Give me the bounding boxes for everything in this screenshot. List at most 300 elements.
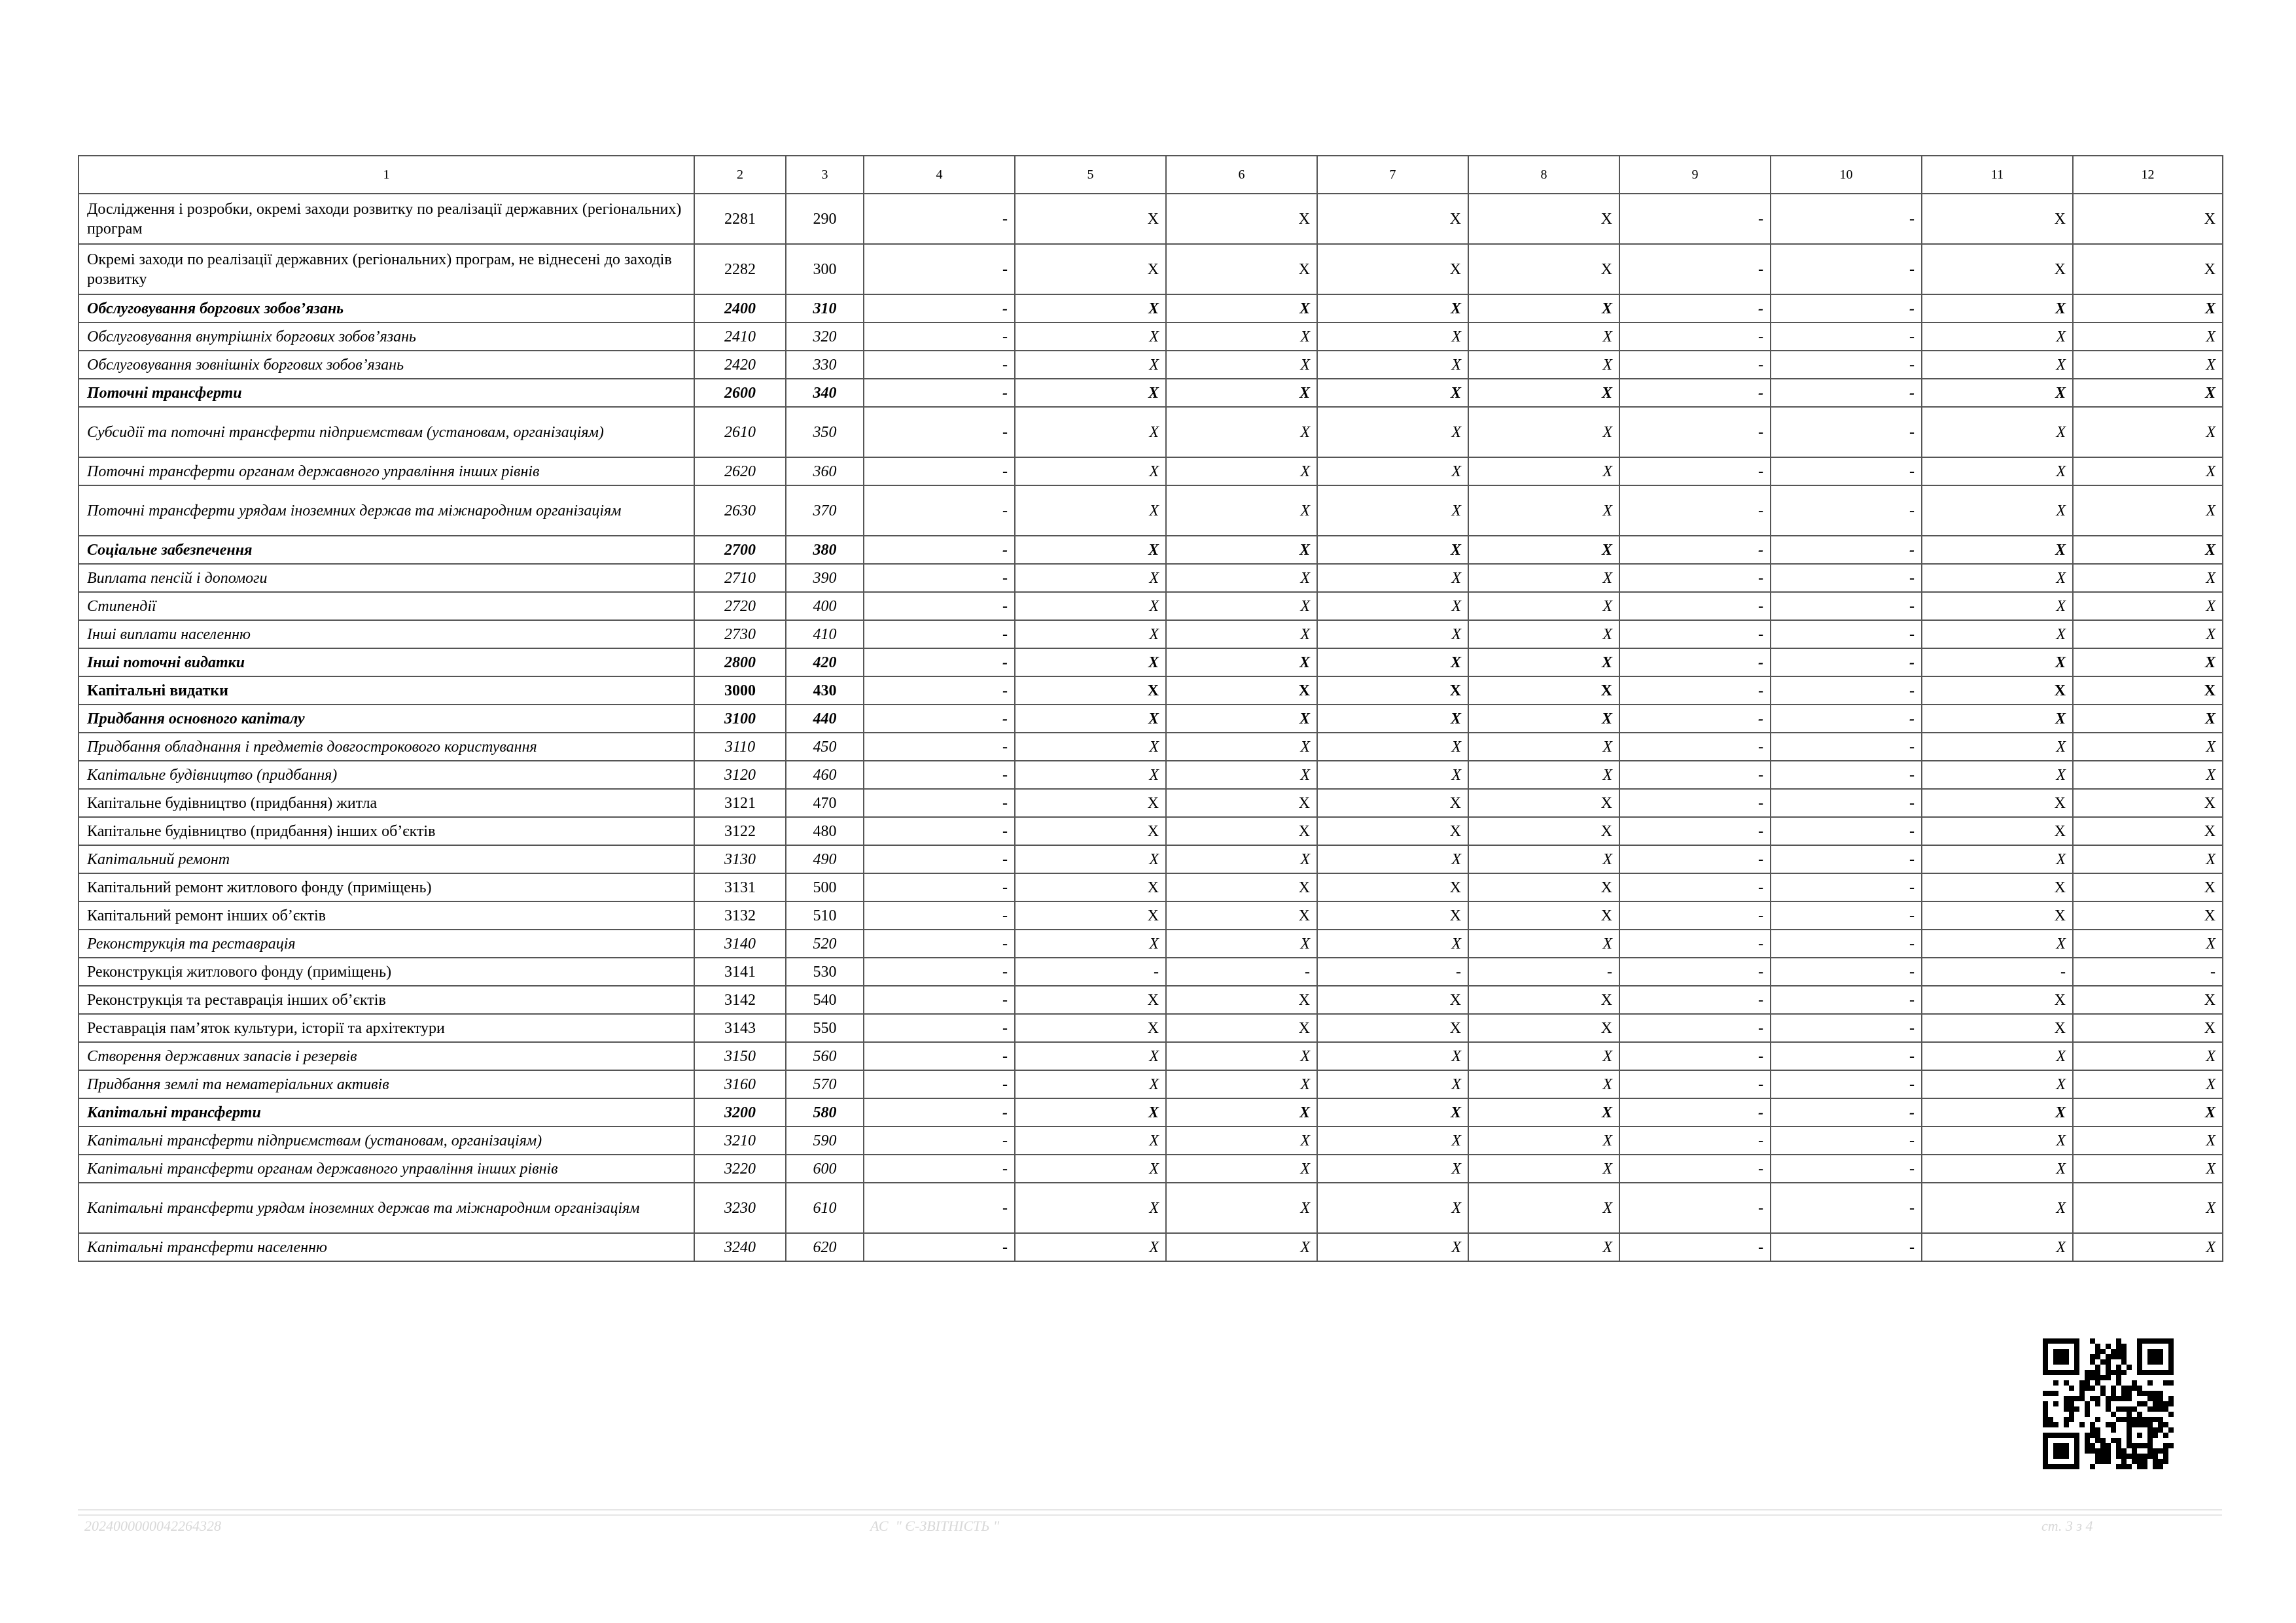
row-value-cell: X: [1317, 407, 1468, 457]
row-value-cell: X: [2073, 930, 2223, 958]
column-header: 4: [864, 156, 1015, 194]
row-value-cell: -: [1619, 323, 1771, 351]
row-line-cell: 300: [786, 244, 864, 294]
row-value-cell: -: [1619, 845, 1771, 873]
row-value-cell: X: [1468, 485, 1619, 536]
row-value-cell: X: [1166, 564, 1317, 592]
row-name-cell: Реставрація пам’яток культури, історії та архітектури: [79, 1014, 694, 1042]
row-line-cell: 610: [786, 1183, 864, 1233]
row-code-cell: 2600: [694, 379, 786, 407]
row-value-cell: -: [1619, 244, 1771, 294]
row-name-cell: Стипендії: [79, 592, 694, 620]
row-value-cell: X: [1166, 1126, 1317, 1155]
row-value-cell: X: [1015, 1233, 1166, 1261]
row-value-cell: -: [1771, 323, 1922, 351]
row-value-cell: -: [1015, 958, 1166, 986]
row-value-cell: -: [1619, 1126, 1771, 1155]
row-line-cell: 330: [786, 351, 864, 379]
row-value-cell: X: [1317, 1070, 1468, 1098]
row-value-cell: X: [1468, 901, 1619, 930]
row-value-cell: X: [1468, 407, 1619, 457]
row-value-cell: -: [1619, 1155, 1771, 1183]
row-name-cell: Капітальні трансферти підприємствам (установам, організаціям): [79, 1126, 694, 1155]
column-header: 8: [1468, 156, 1619, 194]
row-value-cell: -: [864, 323, 1015, 351]
row-line-cell: 440: [786, 705, 864, 733]
row-value-cell: -: [1771, 930, 1922, 958]
row-name-cell: Створення державних запасів і резервів: [79, 1042, 694, 1070]
row-value-cell: X: [2073, 244, 2223, 294]
row-value-cell: -: [1771, 407, 1922, 457]
row-value-cell: X: [1015, 485, 1166, 536]
row-value-cell: -: [1619, 901, 1771, 930]
row-line-cell: 460: [786, 761, 864, 789]
row-line-cell: 400: [786, 592, 864, 620]
row-value-cell: X: [1468, 1070, 1619, 1098]
row-value-cell: -: [1619, 761, 1771, 789]
row-value-cell: X: [1922, 705, 2073, 733]
row-value-cell: -: [1771, 536, 1922, 564]
row-value-cell: X: [1317, 564, 1468, 592]
table-row: [79, 1233, 2223, 1261]
row-line-cell: 360: [786, 457, 864, 485]
row-value-cell: -: [864, 294, 1015, 323]
row-value-cell: X: [1015, 901, 1166, 930]
row-code-cell: 2281: [694, 194, 786, 244]
row-value-cell: X: [1468, 845, 1619, 873]
row-value-cell: -: [1619, 789, 1771, 817]
row-value-cell: X: [1317, 1155, 1468, 1183]
row-value-cell: X: [1317, 1183, 1468, 1233]
row-value-cell: -: [1619, 817, 1771, 845]
row-value-cell: X: [1015, 592, 1166, 620]
row-value-cell: -: [864, 620, 1015, 648]
qr-code-icon: [2043, 1338, 2174, 1469]
row-value-cell: X: [2073, 817, 2223, 845]
row-value-cell: X: [1015, 1155, 1166, 1183]
column-header: 9: [1619, 156, 1771, 194]
row-value-cell: X: [1922, 733, 2073, 761]
row-value-cell: X: [2073, 1183, 2223, 1233]
row-line-cell: 600: [786, 1155, 864, 1183]
row-value-cell: -: [1619, 958, 1771, 986]
row-value-cell: X: [1922, 379, 2073, 407]
row-name-cell: Поточні трансферти: [79, 379, 694, 407]
row-value-cell: -: [864, 761, 1015, 789]
footer-divider: [78, 1509, 2222, 1510]
table-row: [79, 817, 2223, 845]
row-value-cell: -: [864, 351, 1015, 379]
row-code-cell: 3000: [694, 676, 786, 705]
row-value-cell: X: [2073, 564, 2223, 592]
row-value-cell: -: [864, 1155, 1015, 1183]
column-header: 3: [786, 156, 864, 194]
row-value-cell: -: [1619, 351, 1771, 379]
row-value-cell: X: [1015, 379, 1166, 407]
row-value-cell: X: [1922, 873, 2073, 901]
row-value-cell: -: [1771, 1183, 1922, 1233]
row-value-cell: X: [1468, 1014, 1619, 1042]
row-code-cell: 2730: [694, 620, 786, 648]
row-code-cell: 2620: [694, 457, 786, 485]
table-row: [79, 845, 2223, 873]
row-name-cell: Придбання основного капіталу: [79, 705, 694, 733]
row-value-cell: X: [1015, 761, 1166, 789]
table-row: [79, 1070, 2223, 1098]
row-value-cell: -: [2073, 958, 2223, 986]
row-value-cell: -: [1771, 457, 1922, 485]
row-value-cell: X: [1166, 1233, 1317, 1261]
row-value-cell: -: [1771, 294, 1922, 323]
row-value-cell: -: [864, 1183, 1015, 1233]
row-line-cell: 480: [786, 817, 864, 845]
table-row: [79, 457, 2223, 485]
row-value-cell: X: [1922, 930, 2073, 958]
row-value-cell: X: [1015, 733, 1166, 761]
row-value-cell: -: [864, 407, 1015, 457]
row-value-cell: X: [1015, 1183, 1166, 1233]
row-value-cell: X: [1468, 1042, 1619, 1070]
row-value-cell: X: [1015, 620, 1166, 648]
row-name-cell: Капітальні трансферти населенню: [79, 1233, 694, 1261]
table-row: [79, 1183, 2223, 1233]
row-name-cell: Придбання землі та нематеріальних активів: [79, 1070, 694, 1098]
row-value-cell: X: [1922, 817, 2073, 845]
row-code-cell: 3121: [694, 789, 786, 817]
row-value-cell: -: [864, 1098, 1015, 1126]
column-header: 11: [1922, 156, 2073, 194]
report-table: [78, 155, 2223, 1262]
row-name-cell: Інші поточні видатки: [79, 648, 694, 676]
row-name-cell: Капітальні трансферти: [79, 1098, 694, 1126]
table-row: [79, 1014, 2223, 1042]
row-value-cell: -: [1619, 930, 1771, 958]
row-value-cell: X: [1015, 789, 1166, 817]
row-value-cell: -: [864, 1042, 1015, 1070]
row-value-cell: -: [1771, 1070, 1922, 1098]
column-header: 7: [1317, 156, 1468, 194]
row-value-cell: X: [1166, 536, 1317, 564]
row-value-cell: X: [1468, 705, 1619, 733]
footer-page-number: ст. 3 з 4: [2041, 1518, 2093, 1534]
row-value-cell: X: [1015, 244, 1166, 294]
row-code-cell: 3130: [694, 845, 786, 873]
row-value-cell: X: [1922, 1126, 2073, 1155]
row-value-cell: X: [1317, 648, 1468, 676]
row-value-cell: X: [2073, 901, 2223, 930]
row-value-cell: X: [1166, 457, 1317, 485]
row-value-cell: X: [1468, 1233, 1619, 1261]
row-code-cell: 3141: [694, 958, 786, 986]
row-value-cell: X: [1317, 379, 1468, 407]
row-value-cell: X: [1015, 930, 1166, 958]
row-value-cell: X: [1015, 648, 1166, 676]
row-value-cell: X: [1922, 1183, 2073, 1233]
table-row: [79, 1042, 2223, 1070]
row-value-cell: -: [864, 648, 1015, 676]
row-value-cell: -: [1771, 817, 1922, 845]
row-value-cell: X: [1166, 379, 1317, 407]
row-value-cell: X: [2073, 845, 2223, 873]
row-value-cell: X: [1317, 323, 1468, 351]
row-value-cell: X: [1166, 485, 1317, 536]
row-line-cell: 470: [786, 789, 864, 817]
row-code-cell: 3143: [694, 1014, 786, 1042]
row-value-cell: X: [1922, 592, 2073, 620]
row-code-cell: 3210: [694, 1126, 786, 1155]
row-value-cell: X: [1468, 323, 1619, 351]
table-row: [79, 620, 2223, 648]
row-value-cell: X: [1015, 564, 1166, 592]
row-value-cell: -: [1771, 958, 1922, 986]
row-line-cell: 310: [786, 294, 864, 323]
row-line-cell: 370: [786, 485, 864, 536]
row-value-cell: X: [1166, 901, 1317, 930]
table-row: [79, 761, 2223, 789]
row-code-cell: 3240: [694, 1233, 786, 1261]
row-code-cell: 3110: [694, 733, 786, 761]
row-value-cell: X: [1922, 294, 2073, 323]
row-value-cell: X: [1317, 789, 1468, 817]
row-value-cell: X: [1317, 733, 1468, 761]
row-value-cell: X: [1317, 294, 1468, 323]
table-row: [79, 648, 2223, 676]
row-value-cell: -: [1771, 789, 1922, 817]
row-code-cell: 3160: [694, 1070, 786, 1098]
row-value-cell: X: [1468, 1098, 1619, 1126]
row-value-cell: X: [1317, 194, 1468, 244]
row-value-cell: -: [864, 789, 1015, 817]
row-value-cell: X: [1468, 676, 1619, 705]
row-line-cell: 340: [786, 379, 864, 407]
table-row: [79, 407, 2223, 457]
row-name-cell: Обслуговування зовнішніх боргових зобов’язань: [79, 351, 694, 379]
row-value-cell: X: [1015, 536, 1166, 564]
row-line-cell: 570: [786, 1070, 864, 1098]
row-value-cell: -: [864, 194, 1015, 244]
row-value-cell: X: [1166, 789, 1317, 817]
row-value-cell: X: [1015, 817, 1166, 845]
row-value-cell: X: [1922, 1014, 2073, 1042]
row-line-cell: 380: [786, 536, 864, 564]
row-value-cell: X: [1922, 1155, 2073, 1183]
column-header: 2: [694, 156, 786, 194]
row-code-cell: 2700: [694, 536, 786, 564]
row-value-cell: X: [1166, 1042, 1317, 1070]
table-row: [79, 351, 2223, 379]
row-value-cell: X: [1922, 789, 2073, 817]
row-name-cell: Капітальні трансферти органам державного управління інших рівнів: [79, 1155, 694, 1183]
row-name-cell: Виплата пенсій і допомоги: [79, 564, 694, 592]
row-name-cell: Реконструкція та реставрація інших об’єктів: [79, 986, 694, 1014]
row-value-cell: X: [1922, 323, 2073, 351]
row-value-cell: -: [864, 705, 1015, 733]
row-value-cell: X: [1922, 901, 2073, 930]
row-value-cell: X: [1317, 817, 1468, 845]
row-value-cell: -: [1771, 564, 1922, 592]
row-value-cell: X: [1468, 564, 1619, 592]
table-row: [79, 194, 2223, 244]
row-value-cell: X: [1166, 620, 1317, 648]
row-value-cell: X: [2073, 986, 2223, 1014]
table-row: [79, 379, 2223, 407]
row-value-cell: -: [864, 676, 1015, 705]
row-name-cell: Субсидії та поточні трансферти підприємствам (установам, організаціям): [79, 407, 694, 457]
row-value-cell: X: [1015, 1070, 1166, 1098]
row-value-cell: -: [1619, 1070, 1771, 1098]
row-value-cell: X: [1317, 1098, 1468, 1126]
row-value-cell: X: [2073, 733, 2223, 761]
row-value-cell: X: [1166, 733, 1317, 761]
row-value-cell: X: [2073, 407, 2223, 457]
row-value-cell: -: [1619, 648, 1771, 676]
row-value-cell: X: [1317, 845, 1468, 873]
row-value-cell: -: [1771, 845, 1922, 873]
row-value-cell: X: [1166, 592, 1317, 620]
row-value-cell: X: [1317, 620, 1468, 648]
row-value-cell: -: [1771, 705, 1922, 733]
row-line-cell: 430: [786, 676, 864, 705]
row-value-cell: -: [1771, 901, 1922, 930]
row-value-cell: -: [864, 1070, 1015, 1098]
row-name-cell: Поточні трансферти органам державного управління інших рівнів: [79, 457, 694, 485]
row-value-cell: X: [1468, 536, 1619, 564]
row-value-cell: -: [1771, 1126, 1922, 1155]
row-value-cell: -: [864, 873, 1015, 901]
column-header: 10: [1771, 156, 1922, 194]
row-value-cell: X: [1317, 1042, 1468, 1070]
row-code-cell: 3132: [694, 901, 786, 930]
row-value-cell: -: [1619, 1014, 1771, 1042]
row-value-cell: X: [1922, 485, 2073, 536]
row-code-cell: 3140: [694, 930, 786, 958]
column-header: 12: [2073, 156, 2223, 194]
row-value-cell: X: [1317, 705, 1468, 733]
row-value-cell: X: [2073, 1155, 2223, 1183]
row-name-cell: Капітальне будівництво (придбання) житла: [79, 789, 694, 817]
row-value-cell: -: [864, 592, 1015, 620]
row-value-cell: X: [1166, 244, 1317, 294]
row-value-cell: X: [2073, 379, 2223, 407]
row-value-cell: -: [864, 1233, 1015, 1261]
row-name-cell: Обслуговування боргових зобов’язань: [79, 294, 694, 323]
row-value-cell: X: [1922, 351, 2073, 379]
row-value-cell: -: [1619, 564, 1771, 592]
row-code-cell: 2630: [694, 485, 786, 536]
footer-divider: [78, 1514, 2222, 1516]
row-value-cell: X: [2073, 1070, 2223, 1098]
row-value-cell: -: [1771, 1233, 1922, 1261]
row-value-cell: X: [1166, 761, 1317, 789]
row-code-cell: 2420: [694, 351, 786, 379]
row-code-cell: 2710: [694, 564, 786, 592]
row-value-cell: X: [2073, 1042, 2223, 1070]
row-value-cell: X: [1015, 1098, 1166, 1126]
row-line-cell: 590: [786, 1126, 864, 1155]
row-value-cell: X: [1317, 457, 1468, 485]
table-row: [79, 958, 2223, 986]
row-line-cell: 450: [786, 733, 864, 761]
row-value-cell: X: [1166, 676, 1317, 705]
row-value-cell: X: [1468, 351, 1619, 379]
row-value-cell: X: [2073, 1126, 2223, 1155]
row-value-cell: X: [1166, 705, 1317, 733]
row-value-cell: X: [1015, 1014, 1166, 1042]
row-value-cell: X: [2073, 676, 2223, 705]
row-value-cell: X: [2073, 592, 2223, 620]
row-line-cell: 510: [786, 901, 864, 930]
row-value-cell: X: [1317, 351, 1468, 379]
row-value-cell: X: [1922, 1070, 2073, 1098]
row-value-cell: X: [1317, 761, 1468, 789]
row-value-cell: X: [1468, 294, 1619, 323]
table-row: [79, 789, 2223, 817]
row-code-cell: 3120: [694, 761, 786, 789]
row-value-cell: X: [2073, 457, 2223, 485]
row-value-cell: X: [1015, 323, 1166, 351]
row-value-cell: -: [864, 958, 1015, 986]
row-value-cell: X: [1015, 705, 1166, 733]
row-value-cell: X: [1317, 873, 1468, 901]
column-header: 1: [79, 156, 694, 194]
row-value-cell: X: [1317, 986, 1468, 1014]
footer-document-id: 2024000000042264328: [84, 1518, 221, 1534]
row-line-cell: 420: [786, 648, 864, 676]
row-value-cell: X: [1166, 194, 1317, 244]
row-value-cell: X: [2073, 485, 2223, 536]
row-value-cell: -: [864, 1126, 1015, 1155]
row-value-cell: -: [1166, 958, 1317, 986]
row-value-cell: -: [864, 986, 1015, 1014]
row-value-cell: X: [1922, 536, 2073, 564]
row-line-cell: 580: [786, 1098, 864, 1126]
row-value-cell: X: [1166, 407, 1317, 457]
table-row: [79, 1126, 2223, 1155]
row-value-cell: -: [1771, 1155, 1922, 1183]
row-value-cell: X: [1922, 1042, 2073, 1070]
row-value-cell: X: [2073, 323, 2223, 351]
row-value-cell: X: [1922, 564, 2073, 592]
table-row: [79, 294, 2223, 323]
row-value-cell: -: [1619, 705, 1771, 733]
row-name-cell: Поточні трансферти урядам іноземних держав та міжнародним організаціям: [79, 485, 694, 536]
row-line-cell: 560: [786, 1042, 864, 1070]
table-row: [79, 323, 2223, 351]
row-name-cell: Дослідження і розробки, окремі заходи розвитку по реалізації державних (регіональних) програм: [79, 194, 694, 244]
table-row: [79, 930, 2223, 958]
table-row: [79, 901, 2223, 930]
row-line-cell: 320: [786, 323, 864, 351]
row-value-cell: -: [1619, 407, 1771, 457]
row-value-cell: X: [1166, 1070, 1317, 1098]
row-name-cell: Капітальні трансферти урядам іноземних держав та міжнародним організаціям: [79, 1183, 694, 1233]
row-line-cell: 550: [786, 1014, 864, 1042]
row-value-cell: X: [2073, 536, 2223, 564]
row-code-cell: 3200: [694, 1098, 786, 1126]
table-row: [79, 705, 2223, 733]
row-value-cell: X: [1468, 379, 1619, 407]
row-value-cell: X: [1922, 648, 2073, 676]
row-name-cell: Придбання обладнання і предметів довгострокового користування: [79, 733, 694, 761]
row-value-cell: X: [1317, 1126, 1468, 1155]
row-value-cell: X: [2073, 789, 2223, 817]
row-value-cell: -: [1771, 485, 1922, 536]
column-header: 6: [1166, 156, 1317, 194]
row-value-cell: -: [864, 845, 1015, 873]
row-value-cell: X: [1922, 1233, 2073, 1261]
row-value-cell: X: [1015, 457, 1166, 485]
row-value-cell: X: [1468, 930, 1619, 958]
